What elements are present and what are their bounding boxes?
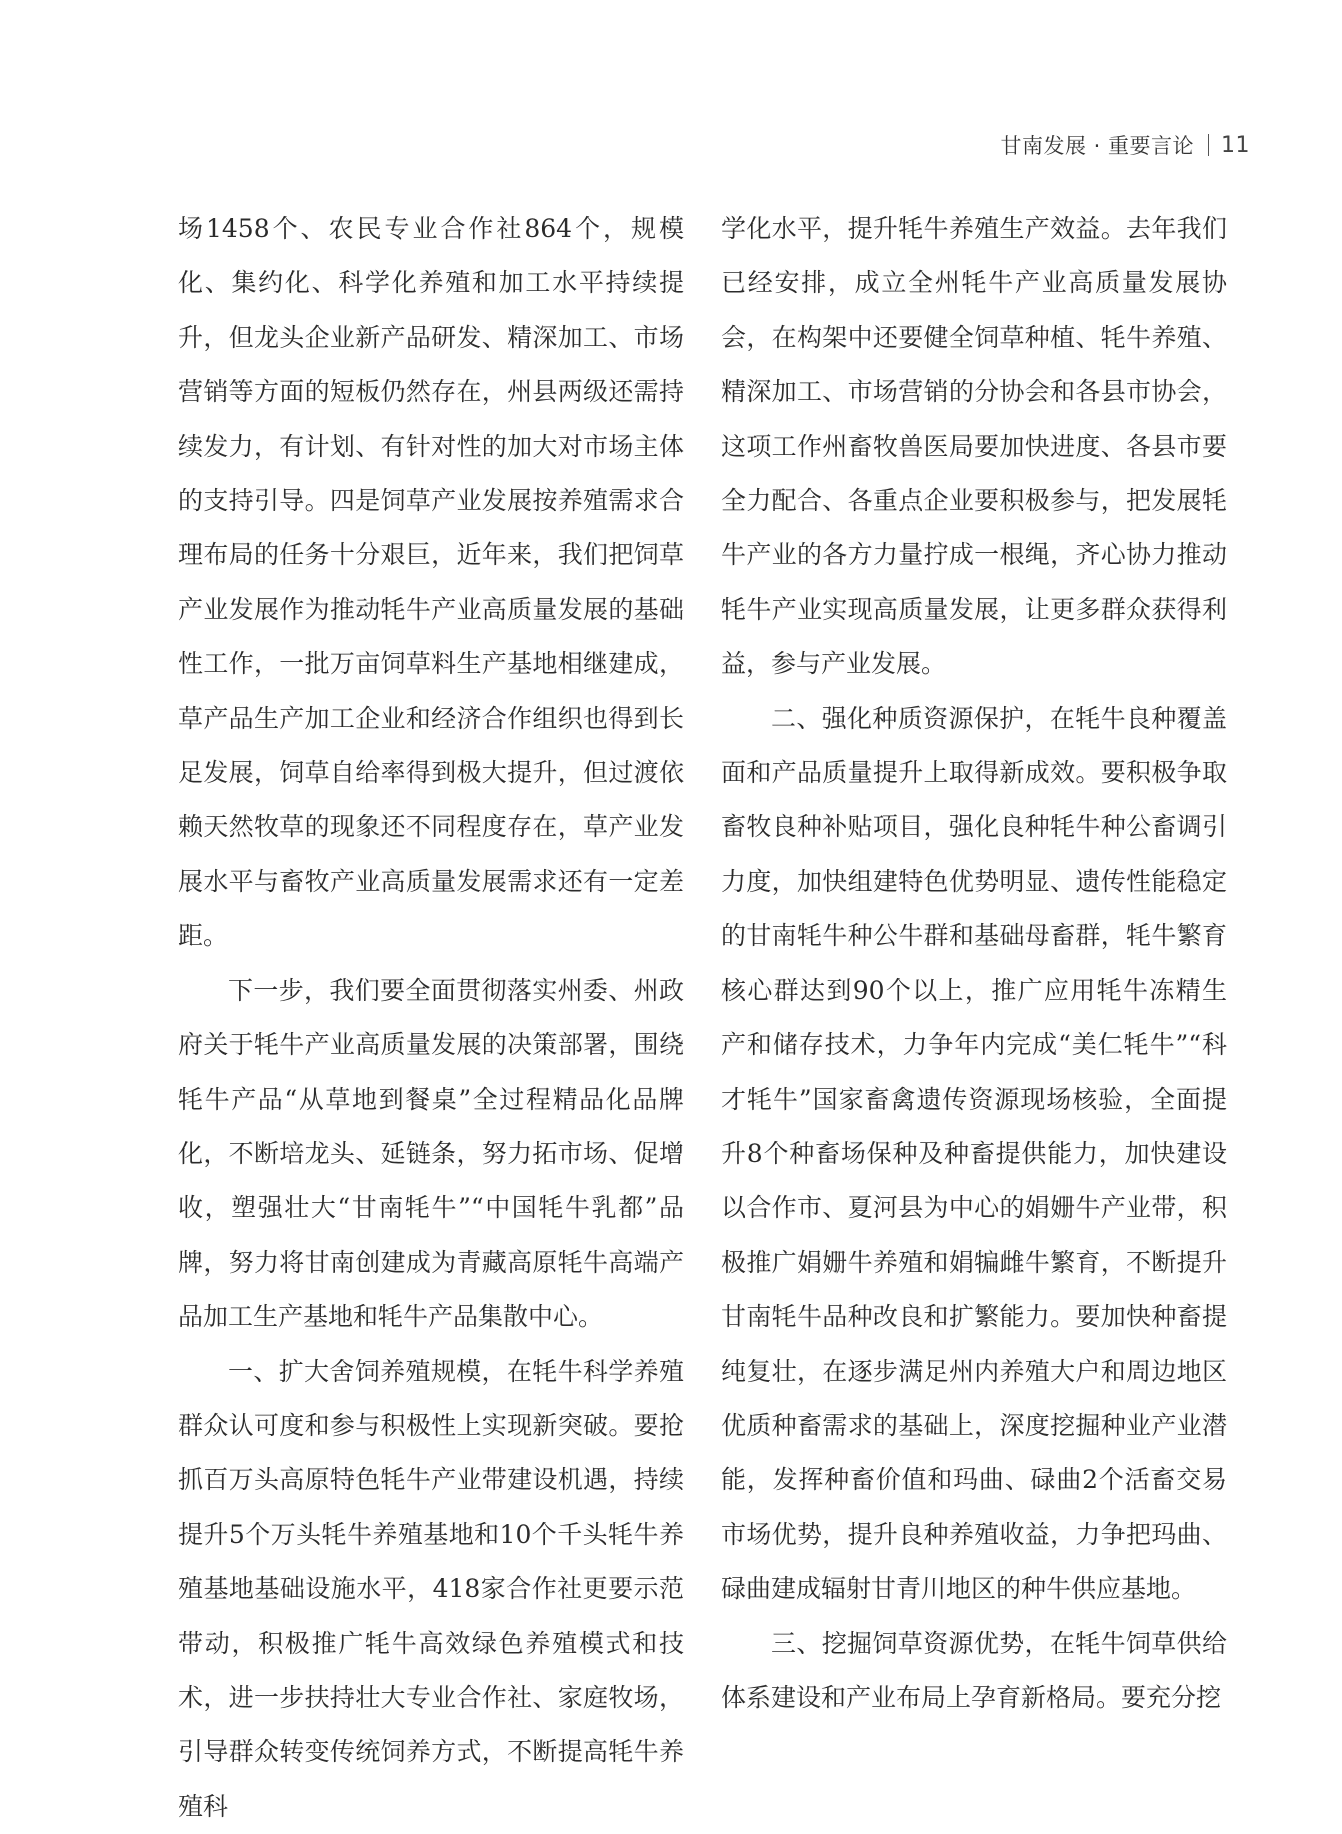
- paragraph: 一、扩大舍饲养殖规模，在牦牛科学养殖群众认可度和参与积极性上实现新突破。要抢抓百万头高原特色牦牛产业带建设机遇，持续提升5个万头牦牛养殖基地和10个千头牦牛养殖基地基础设施水平，418家合作社更要示范带动，积极推广牦牛高效绿色养殖模式和技术，进一步扶持壮大专业合作社、家庭牧场，引导群众转变传统饲养方式，不断提高牦牛养殖科: [178, 1356, 684, 1821]
- paragraph: 三、挖掘饲草资源优势，在牦牛饲草供给体系建设和产业布局上孕育新格局。要充分挖: [721, 1628, 1227, 1712]
- section-title: 甘南发展 · 重要言论: [1000, 134, 1194, 158]
- right-column: [721, 202, 1227, 1725]
- header-divider: [1208, 134, 1209, 156]
- paragraph: 二、强化种质资源保护，在牦牛良种覆盖面和产品质量提升上取得新成效。要积极争取畜牧良种补贴项目，强化良种牦牛种公畜调引力度，加快组建特色优势明显、遗传性能稳定的甘南牦牛种公牛群和基础母畜群，牦牛繁育核心群达到90个以上，推广应用牦牛冻精生产和储存技术，力争年内完成“美仁牦牛”“科才牦牛”国家畜禽遗传资源现场核验，全面提升8个种畜场保种及种畜提供能力，加快建设以合作市、夏河县为中心的娟姗牛产业带，积极推广娟姗牛养殖和娟犏雌牛繁育，不断提升甘南牦牛品种改良和扩繁能力。要加快种畜提纯复壮，在逐步满足州内养殖大户和周边地区优质种畜需求的基础上，深度挖掘种业产业潜能，发挥种畜价值和玛曲、碌曲2个活畜交易市场优势，提升良种养殖收益，力争把玛曲、碌曲建成辐射甘青川地区的种牛供应基地。: [721, 703, 1227, 1604]
- left-column: [178, 202, 684, 1834]
- page-number: 11: [1221, 132, 1250, 158]
- paragraph: 下一步，我们要全面贯彻落实州委、州政府关于牦牛产业高质量发展的决策部署，围绕牦牛产品“从草地到餐桌”全过程精品化品牌化，不断培龙头、延链条，努力拓市场、促增收，塑强壮大“甘南牦牛”“中国牦牛乳都”品牌，努力将甘南创建成为青藏高原牦牛高端产品加工生产基地和牦牛产品集散中心。: [178, 975, 684, 1332]
- running-header: [1000, 130, 1250, 160]
- paragraph: 场1458个、农民专业合作社864个，规模化、集约化、科学化养殖和加工水平持续提升，但龙头企业新产品研发、精深加工、市场营销等方面的短板仍然存在，州县两级还需持续发力，有计划、有针对性的加大对市场主体的支持引导。四是饲草产业发展按养殖需求合理布局的任务十分艰巨，近年来，我们把饲草产业发展作为推动牦牛产业高质量发展的基础性工作，一批万亩饲草料生产基地相继建成，草产品生产加工企业和经济合作组织也得到长足发展，饲草自给率得到极大提升，但过渡依赖天然牧草的现象还不同程度存在，草产业发展水平与畜牧产业高质量发展需求还有一定差距。: [178, 214, 684, 951]
- paragraph: 学化水平，提升牦牛养殖生产效益。去年我们已经安排，成立全州牦牛产业高质量发展协会，在构架中还要健全饲草种植、牦牛养殖、精深加工、市场营销的分协会和各县市协会，这项工作州畜牧兽医局要加快进度、各县市要全力配合、各重点企业要积极参与，把发展牦牛产业的各方力量拧成一根绳，齐心协力推动牦牛产业实现高质量发展，让更多群众获得利益，参与产业发展。: [721, 214, 1227, 679]
